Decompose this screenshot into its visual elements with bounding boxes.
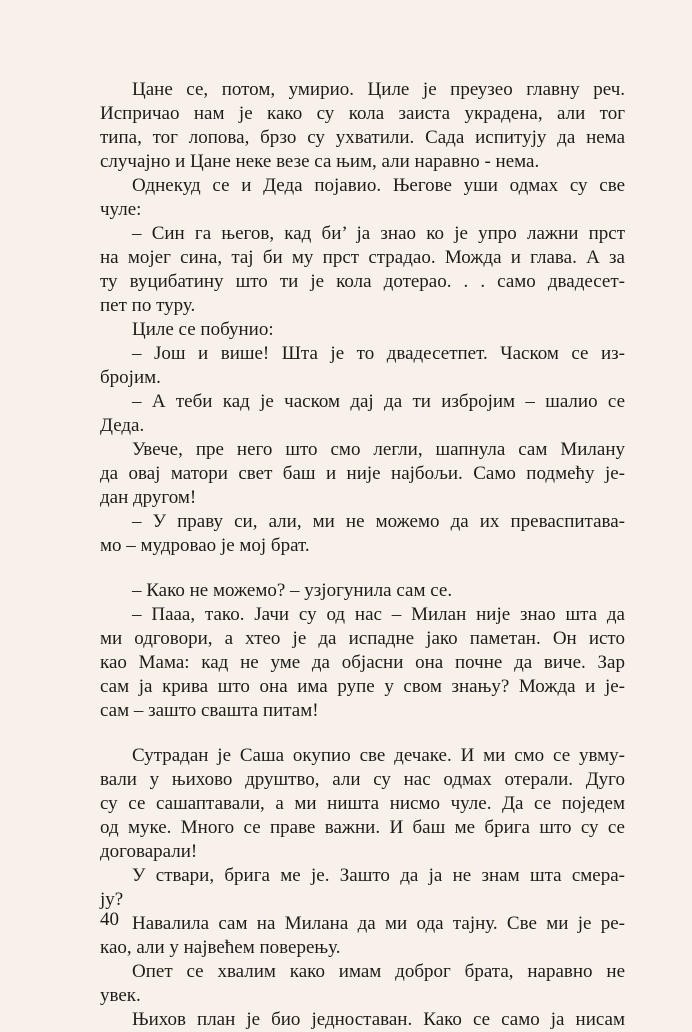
page-number: 40 bbox=[100, 909, 119, 930]
text-line: дан другом! bbox=[100, 487, 197, 508]
text-line: као Мама: кад не уме да објасни она почне да виче. Зар bbox=[100, 652, 625, 673]
text-line: – Пааа, тако. Јачи су од нас – Милан није знао шта да bbox=[132, 604, 625, 625]
text-line: – Како не можемо? – узјогунила сам се. bbox=[132, 580, 453, 601]
text-line: типа, тог лопова, брзо су ухватили. Сада испитују да нема bbox=[100, 127, 625, 148]
body-text bbox=[100, 78, 625, 1032]
text-line: Увече, пре него што смо легли, шапнула сам Милану bbox=[132, 439, 625, 460]
paragraph bbox=[100, 1008, 625, 1032]
text-line: ми одговори, а хтео је да испадне јако паметан. Он исто bbox=[100, 628, 625, 649]
text-line: увек. bbox=[100, 985, 141, 1006]
paragraph bbox=[100, 579, 625, 603]
paragraph bbox=[100, 342, 625, 390]
text-line: У ствари, брига ме је. Зашто да ја не знам шта смера- bbox=[132, 865, 625, 886]
text-line: Навалила сам на Милана да ми ода тајну. Све ми је ре- bbox=[132, 913, 625, 934]
text-line: Цане се, потом, умирио. Циле је преузео главну реч. bbox=[132, 79, 625, 100]
paragraph bbox=[100, 318, 625, 342]
paragraph bbox=[100, 912, 625, 960]
text-line: случајно и Цане неке везе са њим, али наравно - нема. bbox=[100, 151, 540, 172]
text-line: су се сашаптавали, а ми ништа нисмо чуле. Да се поједем bbox=[100, 793, 625, 814]
text-line: ју? bbox=[100, 889, 124, 910]
paragraph bbox=[100, 78, 625, 174]
text-line: Њихов план је био једноставан. Како се само ја нисам bbox=[132, 1009, 625, 1030]
text-line: Сутрадан је Саша окупио све дечаке. И ми смо се увму- bbox=[132, 745, 625, 766]
text-line: ту вуцибатину што ти је кола дотерао. . . само двадесет- bbox=[100, 271, 625, 292]
text-line: пет по туру. bbox=[100, 295, 196, 316]
paragraph bbox=[100, 510, 625, 558]
text-line: од муке. Много се праве важни. И баш ме брига што су се bbox=[100, 817, 625, 838]
text-line: Испричао нам је како су кола заиста украдена, али тог bbox=[100, 103, 625, 124]
text-line: вали у њихово друштво, али су нас одмах отерали. Дуго bbox=[100, 769, 625, 790]
paragraph bbox=[100, 390, 625, 438]
paragraph bbox=[100, 438, 625, 510]
paragraph bbox=[100, 744, 625, 864]
text-line: сам ја крива што она има рупе у свом знању? Можда и је- bbox=[100, 676, 625, 697]
text-line: Опет се хвалим како имам доброг брата, наравно не bbox=[132, 961, 625, 982]
text-line: договарали! bbox=[100, 841, 198, 862]
paragraph bbox=[100, 864, 625, 912]
text-line: сам – зашто свашта питам! bbox=[100, 700, 319, 721]
text-line: на мојег сина, тај би му прст страдао. Можда и глава. А за bbox=[100, 247, 625, 268]
paragraph bbox=[100, 174, 625, 222]
paragraph-gap bbox=[100, 723, 625, 744]
text-line: чуле: bbox=[100, 199, 142, 220]
text-line: бројим. bbox=[100, 367, 161, 388]
text-line: – У праву си, али, ми не можемо да их преваспитава- bbox=[132, 511, 625, 532]
text-line: Циле се побунио: bbox=[132, 319, 274, 340]
text-line: Однекуд се и Деда појавио. Његове уши одмах су све bbox=[132, 175, 625, 196]
text-line: да овај матори свет баш и није најбољи. Само подмећу је- bbox=[100, 463, 625, 484]
text-line: Деда. bbox=[100, 415, 145, 436]
paragraph bbox=[100, 603, 625, 723]
text-line: мо – мудровао је мој брат. bbox=[100, 535, 310, 556]
text-line: – Син га његов, кад би’ ја знао ко је упро лажни прст bbox=[132, 223, 625, 244]
paragraph bbox=[100, 222, 625, 318]
text-line: – Још и више! Шта је то двадесетпет. Часком се из- bbox=[132, 343, 625, 364]
paragraph bbox=[100, 960, 625, 1008]
text-line: – А теби кад је часком дај да ти избројим – шалио се bbox=[132, 391, 625, 412]
paragraph-gap bbox=[100, 558, 625, 579]
text-line: као, али у највећем поверењу. bbox=[100, 937, 341, 958]
